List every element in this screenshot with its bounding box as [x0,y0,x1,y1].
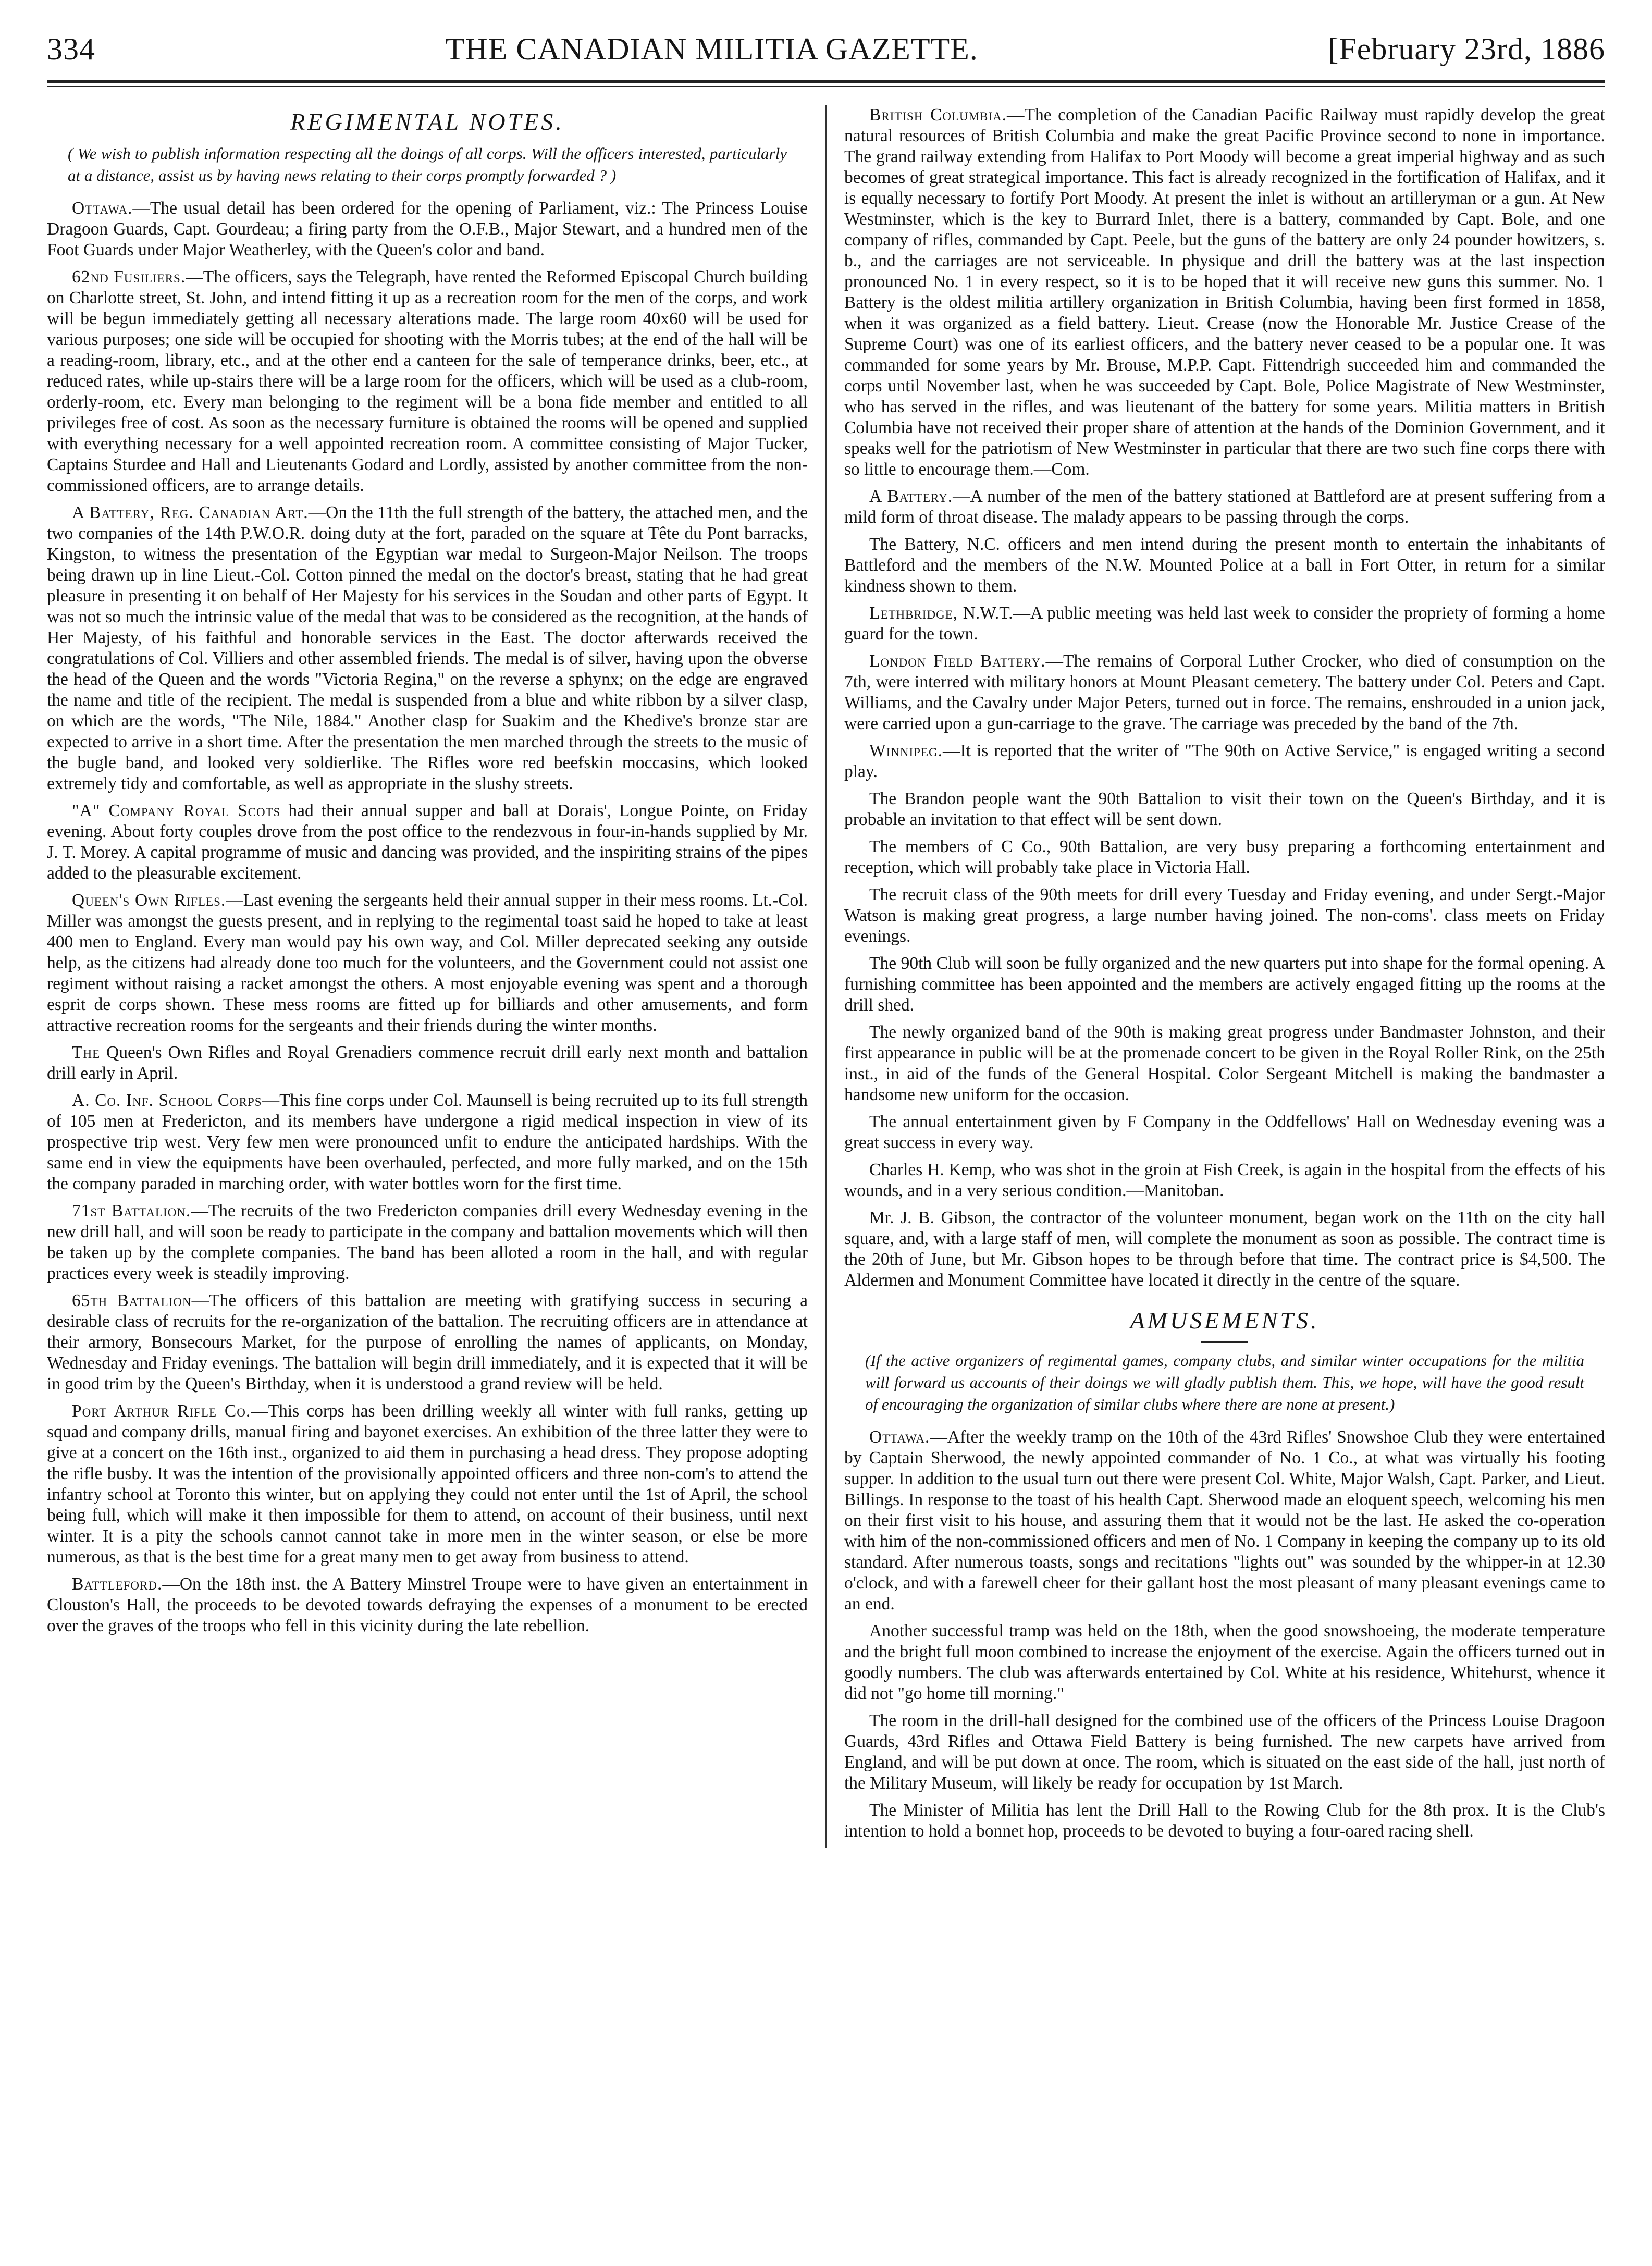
news-item-text: The Brandon people want the 90th Battalion to visit their town on the Queen's Birthday, and it is probable an invitation to that effect will be sent down. [844,789,1605,829]
news-item-text: The 90th Club will soon be fully organized and the new quarters put into shape for the formal opening. A furnishing committee has been appointed and the members are actively engaged fitting up the rooms at the drill shed. [844,954,1605,1015]
regimental-notes-title: REGIMENTAL NOTES. [290,108,564,135]
news-item-heading: Winnipeg. [869,741,943,760]
news-item-heading: A Battery. [869,487,953,506]
news-item [844,534,1605,597]
news-item [844,1427,1605,1615]
column-divider [825,105,827,1848]
news-item-text: —The recruits of the two Fredericton companies drill every Wednesday evening in the new drill hall, and will soon be ready to participate in the company and battalion movements which will then be taken up by the complete companies. The band has been alloted a room in the hall, and with regular practices every week is steadily improving. [47,1201,808,1283]
news-item-heading: A. Co. Inf. School Corps [72,1091,262,1110]
news-item-text: —The remains of Corporal Luther Crocker, who died of consumption on the 7th, were interred with military honors at Mount Pleasant cemetery. The battery under Col. Peters and Capt. Williams, and the Cavalry under Major Peters, turned out in force. The remains, enshrouded in a union jack, were carried upon a gun-carriage to the grave. The carriage was preceded by the band of the 7th. [844,651,1605,733]
news-item-heading: Queen's Own Rifles. [72,891,226,910]
masthead [47,31,1605,78]
columns [47,105,1605,1848]
news-item-text: The Minister of Militia has lent the Drill Hall to the Rowing Club for the 8th prox. It is the Club's intention to hold a bonnet hop, proceeds to be devoted to buying a four-oared racing shell. [844,1801,1605,1841]
news-item-heading: Battleford. [72,1574,163,1594]
news-item-heading: Ottawa. [869,1427,930,1447]
issue-date: [February 23rd, 1886 [1328,32,1605,66]
news-item-text: The recruit class of the 90th meets for drill every Tuesday and Friday evening, and under Sergt.-Major Watson is making great progress, a large number having joined. The non-coms'. class meets on Friday evenings. [844,885,1605,946]
news-item [844,741,1605,782]
news-item [47,1290,808,1395]
news-item [844,486,1605,528]
news-item [844,1160,1605,1201]
news-item [844,789,1605,830]
publication-title: THE CANADIAN MILITIA GAZETTE. [445,32,978,66]
news-item [47,1401,808,1568]
regimental-notes-intro: ( We wish to publish information respecting all the doings of all corps. Will the officers interested, particularly at a distance, assist us by having news relating to their corps promptly forwarded ? ) [68,144,787,184]
news-item-heading: 65th Battalion [72,1291,192,1310]
news-item-text: —The officers, says the Telegraph, have rented the Reformed Episcopal Church building on Charlotte street, St. John, and intend fitting it up as a recreation room for the men of the corps, and work will be begun immediately getting all necessary alterations made. The large room 40x60 will be used for various purposes; one side will be occupied for shooting with the Morris tubes; at the end of the hall will be a reading-room, library, etc., and at the other end a canteen for the sale of temperance drinks, beer, etc., at reduced rates, while up-stairs there will be a large room for the officers, which will be used as a club-room, orderly-room, etc. Every man belonging to the regiment will be a bona fide member and entitled to all privileges free of cost. As soon as the necessary furniture is obtained the rooms will be opened and supplied with everything necessary for a well appointed recreation room. A committee consisting of Major Tucker, Captains Sturdee and Hall and Lieutenants Godard and Lordly, assisted by another committee from the non-commissioned officers, are to arrange details. [47,267,808,495]
news-item-text: —It is reported that the writer of "The 90th on Active Service," is engaged writing a second play. [844,741,1605,781]
news-item [47,1090,808,1194]
news-item-text: The members of C Co., 90th Battalion, are very busy preparing a forthcoming entertainment and reception, which will probably take place in Victoria Hall. [844,837,1605,877]
right-column [844,105,1605,1848]
news-item [47,502,808,794]
news-item [47,1201,808,1284]
news-item-text: Mr. J. B. Gibson, the contractor of the volunteer monument, began work on the 11th on the city hall square, and, with a large staff of men, will complete the monument as soon as possible. The contract time is the 20th of June, but Mr. Gibson hopes to be through before that time. The contract price is $4,500. The Aldermen and Monument Committee have located it directly in the centre of the square. [844,1208,1605,1290]
news-item-text: —A number of the men of the battery stationed at Battleford are at present suffering from a mild form of throat disease. The malady appears to be passing through the corps. [844,487,1605,527]
masthead-rule [47,80,1605,87]
news-item [47,801,808,884]
news-item-text: —On the 18th inst. the A Battery Minstrel Troupe were to have given an entertainment in Clouston's Hall, the proceeds to be devoted towards defraying the expenses of a monument to be erected over the graves of the troops who fell in this vicinity during the late rebellion. [47,1574,808,1635]
amusements-notes [844,1427,1605,1842]
news-item [47,267,808,496]
news-item [844,651,1605,734]
news-item-heading: 62nd Fusiliers. [72,267,186,287]
news-item-text: —The completion of the Canadian Pacific Railway must rapidly develop the great natural resources of British Columbia and make the great Pacific Province second to none in importance. The grand railway extending from Halifax to Port Moody will become a great imperial highway and as such becomes of great strategical importance. This fact is already recognized in the fortification of Halifax, and it is equally necessary to fortify Port Moody. At present the inlet is without an artilleryman or a gun. At New Westminster, which is the key to Burrard Inlet, there is a battery, commanded by Capt. Bole, and one company of rifles, commanded by Capt. Peele, but the guns of the battery are only 24 pounder howitzers, s. b., and the carriages are not serviceable. In physique and drill the battery was at the last inspection pronounced No. 1 in every respect, so it is to be hoped that it will receive new guns this summer. No. 1 Battery is the oldest militia artillery organization in British Columbia, having been first formed in 1858, when it was organized as a field battery. Lieut. Crease (now the Honorable Mr. Justice Crease of the Supreme Court) was one of its earliest officers, and the battery never ceased to be a popular one. It was commanded for some years by Mr. Brouse, M.P.P. Capt. Fittendrigh succeeded him and commanded the corps until November last, when he was succeeded by Capt. Bole, Police Magistrate of New Westminster, who has served in the rifles, and was lieutenant of the battery for some years. Militia matters in British Columbia have not received their proper share of attention at the hands of the Dominion Government, and it speaks well for the patriotism of New Westminster in particular that there are two such fine corps there with so little to encourage them.—Com. [844,105,1605,479]
news-item-text: —Last evening the sergeants held their annual supper in their mess rooms. Lt.-Col. Miller was amongst the guests present, and in replying to the regimental toast said he hoped to take at least 400 men to England. Every man would pay his own way, and Col. Miller deprecated seeking any outside help, as the citizens had already done too much for the volunteers, and the Government could not assist one regiment without raising a racket amongst the others. A most enjoyable evening was spent and a thorough esprit de corps shown. These mess rooms are fitted up for billiards and other amusements, and form attractive recreation rooms for the sergeants and their friends during the winter months. [47,891,808,1035]
news-item [844,884,1605,947]
amusements-intro: (If the active organizers of regimental games, company clubs, and similar winter occupations for the militia will forward us accounts of their doings we will gladly publish them. This, we hope, will have the good result of encouraging the organization of similar clubs where there are none at present.) [865,1351,1584,1413]
news-item-text: —This corps has been drilling weekly all winter with full ranks, getting up squad and company drills, manual firing and bayonet exercises. An exhibition of the three latter they were to give at a concert on the 16th inst., organized to aid them in purchasing a head dress. They propose adopting the rifle busby. It was the intention of the provisionally appointed officers and three non-com's to attend the infantry school at Toronto this winter, but on applying they could not enter until the 1st of April, the school being full, which will make it then impossible for them to attend, on account of their business, until next winter. It is a pity the schools cannot cannot take in more men in the winter season, or else be more numerous, as that is the best time for a great many men to get away from business to attend. [47,1401,808,1567]
news-item [47,1574,808,1636]
news-item [844,105,1605,480]
news-item-text: Charles H. Kemp, who was shot in the groin at Fish Creek, is again in the hospital from the effects of his wounds, and in a very serious condition.—Manitoban. [844,1160,1605,1200]
left-column [47,105,808,1848]
news-item-heading: The [72,1043,101,1062]
news-item-text: Queen's Own Rifles and Royal Grenadiers commence recruit drill early next month and battalion drill early in April. [47,1043,808,1083]
news-item [47,198,808,261]
news-item [844,603,1605,645]
news-item [844,1208,1605,1291]
news-item-text: The Battery, N.C. officers and men intend during the present month to entertain the inhabitants of Battleford and the members of the N.W. Mounted Police at a ball in Fort Otter, in return for a similar kindness shown to them. [844,535,1605,596]
news-item [844,1022,1605,1105]
news-item-text: The room in the drill-hall designed for the combined use of the officers of the Princess Louise Dragoon Guards, 43rd Rifles and Ottawa Field Battery is being furnished. The new carpets have arrived from England, and will be put down at once. The room, which is situated on the east side of the hall, just north of the Military Museum, will likely be ready for occupation by 1st March. [844,1711,1605,1793]
amusements-rule [1201,1341,1248,1343]
amusements-title: AMUSEMENTS. [1130,1307,1320,1334]
news-item-text: Another successful tramp was held on the 18th, when the good snowshoeing, the moderate temperature and the bright full moon combined to increase the enjoyment of the exercise. Again the officers turned out in goodly numbers. The club was afterwards entertained by Col. White at his residence, Whitehurst, whence it did not "go home till morning." [844,1621,1605,1703]
news-item [844,953,1605,1016]
news-item-text: —On the 11th the full strength of the battery, the attached men, and the two companies of the 14th P.W.O.R. doing duty at the fort, paraded on the square at Tête du Pont barracks, Kingston, to witness the presentation of the Egyptian war medal to Surgeon-Major Neilson. The troops being drawn up in line Lieut.-Col. Cotton pinned the medal on the doctor's breast, stating that he had great pleasure in presenting it on behalf of Her Majesty for his services in the Soudan and other parts of Egypt. It was not so much the intrinsic value of the medal that was to be considered as the recognition, at the hands of Her Majesty, of his faithful and honorable services in the East. The doctor afterwards received the congratulations of Col. Villiers and other assembled friends. The medal is of silver, having upon the obverse the head of the Queen and the words "Victoria Regina," on the reverse a sphynx; on the edge are engraved the name and title of the recipient. The medal is suspended from a blue and white ribbon by a silver clasp, on which are the words, "The Nile, 1884." Another clasp for Suakim and the Khedive's bronze star are expected to arrive in a short time. After the presentation the men marched through the streets to the music of the bugle band, and looked very soldierlike. The Rifles wore red beefskin moccasins, which looked extremely tidy and comfortable, as well as appropriate in the slushy streets. [47,503,808,793]
news-item-heading: "A" Company Royal Scots [72,801,281,820]
news-item-text: —The usual detail has been ordered for the opening of Parliament, viz.: The Princess Louise Dragoon Guards, Capt. Gourdeau; a firing party from the O.F.B., Major Stewart, and a hundred men of the Foot Guards under Major Weatherley, with the Queen's color and band. [47,199,808,260]
regimental-notes-continued [844,105,1605,1291]
news-item [844,1621,1605,1704]
news-item-text: —After the weekly tramp on the 10th of the 43rd Rifles' Snowshoe Club they were entertained by Captain Sherwood, the newly appointed commander of No. 1 Co., at what was virtually his footing supper. In addition to the usual turn out there were present Col. White, Major Walsh, Capt. Parker, and Lieut. Billings. In response to the toast of his health Capt. Sherwood made an eloquent speech, welcoming his men on their first visit to his house, and assuring them that it would not be the last. He asked the co-operation with him of the non-commissioned officers and men of No. 1 Company in keeping the company up to its old standard. After numerous toasts, songs and recitations "lights out" was sounded by the whipper-in at 12.30 o'clock, and with a farewell cheer for their gallant host the most pleasant of many pleasant evenings came to an end. [844,1427,1606,1614]
news-item [47,1042,808,1084]
news-item-text: The annual entertainment given by F Company in the Oddfellows' Hall on Wednesday evening was a great success in every way. [844,1112,1605,1152]
page-number: 334 [47,32,95,66]
news-item-text: had their annual supper and ball at Dorais', Longue Pointe, on Friday evening. About forty couples drove from the post office to the rendezvous in four-in-hands supplied by Mr. J. T. Morey. A capital programme of music and dancing was provided, and the inspiriting strains of the pipes added to the pleasurable excitement. [47,801,808,883]
news-item [844,1800,1605,1842]
news-item [844,1710,1605,1794]
news-item-heading: London Field Battery. [869,651,1046,671]
news-item-heading: A Battery, Reg. Canadian Art. [72,503,309,522]
news-item-heading: 71st Battalion. [72,1201,191,1221]
news-item-heading: Lethbridge, [869,604,958,623]
news-item-heading: British Columbia. [869,105,1007,125]
news-item-heading: Ottawa. [72,199,133,218]
news-item [844,836,1605,878]
news-item [844,1112,1605,1153]
news-item-text: —This fine corps under Col. Maunsell is being recruited up to its full strength of 105 men at Fredericton, and its members have undergone a rigid medical inspection in view of its prospective trip west. Very few men were pronounced unfit to endure the anticipated hardships. With the same end in view the equipments have been overhauled, perfected, and more fully marked, and on the 15th the company paraded in marching order, with water bottles worn for the first time. [47,1091,808,1193]
news-item-text: —The officers of this battalion are meeting with gratifying success in securing a desirable class of recruits for the re-organization of the battalion. The recruiting officers are in attendance at their armory, Bonsecours Market, for the purpose of enrolling the names of applicants, on Monday, Wednesday and Friday evenings. The battalion will begin drill immediately, and it is expected that it will be in good trim by the Queen's Birthday, when it is understood a grand review will be held. [47,1291,808,1394]
news-item-text: N.W.T.—A public meeting was held last week to consider the propriety of forming a home guard for the town. [844,604,1605,644]
news-item [47,890,808,1036]
news-item-heading: Port Arthur Rifle Co. [72,1401,251,1421]
news-item-text: The newly organized band of the 90th is making great progress under Bandmaster Johnston, and their first appearance in public will be at the promenade concert to be given in the Royal Roller Rink, on the 25th inst., in aid of the funds of the General Hospital. Color Sergeant Mitchell is making the bandmaster a handsome new uniform for the occasion. [844,1023,1605,1104]
